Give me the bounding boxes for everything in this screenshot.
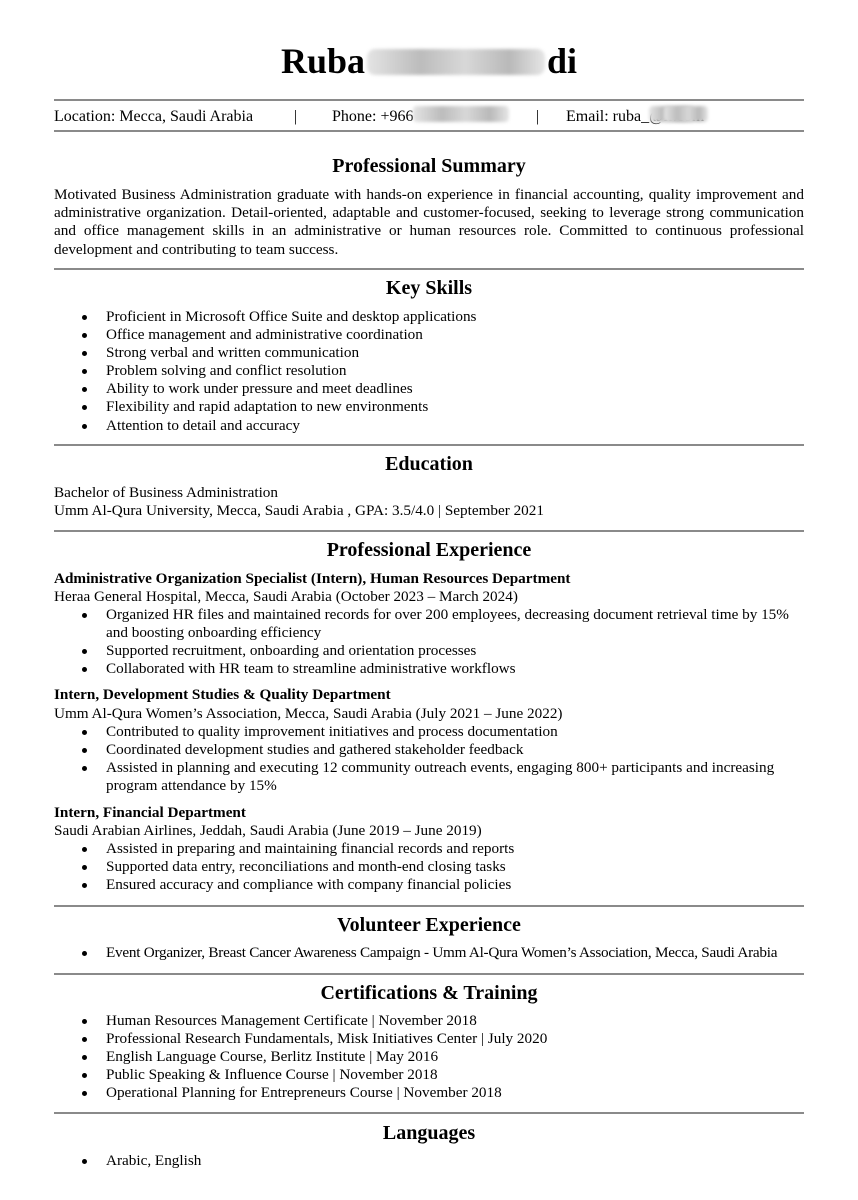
certification-item: Operational Planning for Entrepreneurs Course | November 2018 <box>54 1084 804 1102</box>
section-title-certifications: Certifications & Training <box>320 982 538 1004</box>
job-bullet: Supported data entry, reconciliations and month-end closing tasks <box>54 858 804 876</box>
skill-item: Ability to work under pressure and meet deadlines <box>54 380 804 398</box>
header-rule <box>54 99 804 101</box>
skill-item: Proficient in Microsoft Office Suite and desktop applications <box>54 308 804 326</box>
section-title-skills: Key Skills <box>385 277 473 299</box>
email-text: Email: ruba_ <box>566 106 704 128</box>
job-bullet: Organized HR files and maintained records for over 200 employees, decreasing document retrieval time by 15% and boosting onboarding efficiency <box>54 606 804 642</box>
location-text: Location: Mecca, Saudi Arabia <box>54 108 254 125</box>
job-bullet: Assisted in preparing and maintaining financial records and reports <box>54 840 804 858</box>
job-org: Umm Al-Qura Women’s Association, Mecca, Saudi Arabia (July 2021 – June 2022) <box>54 705 563 722</box>
skill-item: Strong verbal and written communication <box>54 344 804 362</box>
section-title-languages: Languages <box>382 1122 476 1144</box>
certification-item: Public Speaking & Influence Course | November 2018 <box>54 1066 804 1084</box>
job-role: Intern, Financial Department <box>54 804 246 821</box>
separator: | <box>294 108 298 125</box>
job-bullet: Coordinated development studies and gathered stakeholder feedback <box>54 741 804 759</box>
section-title-education: Education <box>385 453 473 475</box>
job-role: Intern, Development Studies & Quality Department <box>54 686 391 703</box>
certification-item: English Language Course, Berlitz Institute | May 2016 <box>54 1048 804 1066</box>
section-rule <box>54 1112 804 1114</box>
job-role: Administrative Organization Specialist (Intern), Human Resources Department <box>54 570 571 587</box>
certifications-list <box>54 1012 804 1102</box>
section-title-experience: Professional Experience <box>326 539 532 561</box>
job-org: Heraa General Hospital, Mecca, Saudi Arabia (October 2023 – March 2024) <box>54 588 518 605</box>
languages-list <box>54 1152 804 1170</box>
name-last: di <box>547 41 578 81</box>
redacted-email-blur <box>664 106 708 122</box>
name-first: Ruba <box>280 41 365 81</box>
job-bullets <box>54 840 804 894</box>
volunteer-item: Event Organizer, Breast Cancer Awareness Campaign - Umm Al-Qura Women’s Association, Mecca, Saudi Arabia <box>54 944 804 962</box>
job-bullets <box>54 606 804 678</box>
contact-rule <box>54 130 804 132</box>
volunteer-list <box>54 944 804 962</box>
certification-item: Human Resources Management Certificate | November 2018 <box>54 1012 804 1030</box>
section-rule <box>54 268 804 270</box>
certification-item: Professional Research Fundamentals, Misk Initiatives Center | July 2020 <box>54 1030 804 1048</box>
job-bullet: Contributed to quality improvement initiatives and process documentation <box>54 723 804 741</box>
section-rule <box>54 973 804 975</box>
skill-item: Flexibility and rapid adaptation to new environments <box>54 398 804 416</box>
section-title-summary: Professional Summary <box>332 155 526 177</box>
section-rule <box>54 444 804 446</box>
education-degree: Bachelor of Business Administration <box>54 484 278 501</box>
job-bullet: Assisted in planning and executing 12 community outreach events, engaging 800+ participants and increasing program attendance by 15% <box>54 759 804 795</box>
job-bullet: Collaborated with HR team to streamline administrative workflows <box>54 660 804 678</box>
skills-list <box>54 308 804 435</box>
section-title-volunteer: Volunteer Experience <box>337 914 521 936</box>
skill-item: Problem solving and conflict resolution <box>54 362 804 380</box>
job-bullet: Ensured accuracy and compliance with company financial policies <box>54 876 804 894</box>
redacted-phone-blur <box>413 106 509 122</box>
skill-item: Office management and administrative coordination <box>54 326 804 344</box>
summary-paragraph: Motivated Business Administration graduate with hands-on experience in financial accounting, quality improvement and administrative organization. Detail-oriented, adaptable and customer-focused, seeking to leverage strong communication and office management skills in an administrative or human resources role. Committed to continuous professional development and contributing to team success. <box>54 186 804 258</box>
education-details: Umm Al-Qura University, Mecca, Saudi Arabia , GPA: 3.5/4.0 | September 2021 <box>54 502 544 519</box>
redacted-name-blur <box>367 49 545 75</box>
job-bullet: Supported recruitment, onboarding and orientation processes <box>54 642 804 660</box>
job-org: Saudi Arabian Airlines, Jeddah, Saudi Arabia (June 2019 – June 2019) <box>54 822 482 839</box>
skill-item: Attention to detail and accuracy <box>54 417 804 435</box>
contact-line <box>54 106 804 128</box>
phone-text: Phone: +966 <box>332 106 413 128</box>
separator: | <box>536 108 540 125</box>
section-rule <box>54 905 804 907</box>
job-bullets <box>54 723 804 795</box>
candidate-name <box>0 38 858 84</box>
language-item: Arabic, English <box>54 1152 804 1170</box>
section-rule <box>54 530 804 532</box>
